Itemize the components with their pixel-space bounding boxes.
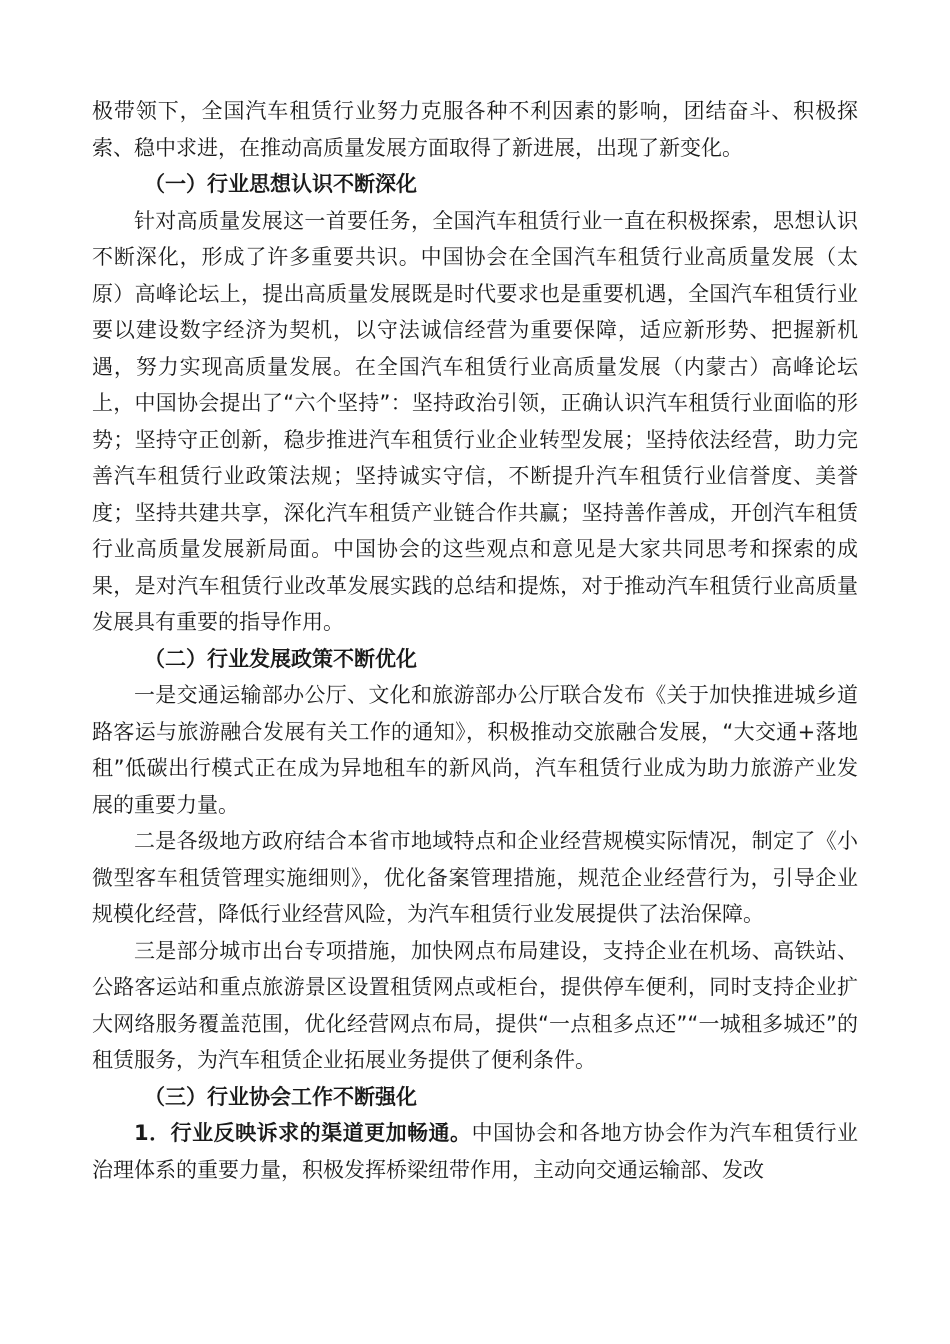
section-2-paragraph-3: 三是部分城市出台专项措施，加快网点布局建设，支持企业在机场、高铁站、公路客运站和重点旅游景区设置租赁网点或柜台，提供停车便利，同时支持企业扩大网络服务覆盖范围，优化经营网点布局，提供“一点租多点还”“一城租多城还”的租赁服务，为汽车租赁企业拓展业务提供了便利条件。 [92,938,858,1072]
item-1-body: 中国协会和各地方协会作为汽车租赁行业治理体系的重要力量，积极发挥桥梁纽带作用，主动向交通运输部、发改 [92,1121,858,1182]
section-heading-3: （三）行业协会工作不断强化 [144,1084,417,1109]
section-heading-1: （一）行业思想认识不断深化 [144,172,417,196]
section-heading-2: （二）行业发展政策不断优化 [144,646,417,671]
section-2-paragraph-1: 一是交通运输部办公厅、文化和旅游部办公厅联合发布《关于加快推进城乡道路客运与旅游融合发展有关工作的通知》，积极推动交旅融合发展，“大交通+落地租”低碳出行模式正在成为异地租车的新风尚，汽车租赁行业成为助力旅游产业发展的重要力量。 [92,683,858,817]
section-1-paragraph: 针对高质量发展这一首要任务，全国汽车租赁行业一直在积极探索，思想认识不断深化，形成了许多重要共识。中国协会在全国汽车租赁行业高质量发展（太原）高峰论坛上，提出高质量发展既是时代要求也是重要机遇，全国汽车租赁行业要以建设数字经济为契机，以守法诚信经营为重要保障，适应新形势、把握新机遇，努力实现高质量发展。在全国汽车租赁行业高质量发展（内蒙古）高峰论坛上，中国协会提出了“六个坚持”：坚持政治引领，正确认识汽车租赁行业面临的形势；坚持守正创新，稳步推进汽车租赁行业企业转型发展；坚持依法经营，助力完善汽车租赁行业政策法规；坚持诚实守信，不断提升汽车租赁行业信誉度、美誉度；坚持共建共享，深化汽车租赁产业链合作共赢；坚持善作善成，开创汽车租赁行业高质量发展新局面。中国协会的这些观点和意见是大家共同思考和探索的成果，是对汽车租赁行业改革发展实践的总结和提炼，对于推动汽车租赁行业高质量发展具有重要的指导作用。 [92,208,858,634]
section-3-item-1 [92,1115,858,1188]
item-1-lead: 1．行业反映诉求的渠道更加畅通。 [134,1121,472,1145]
section-2-paragraph-2: 二是各级地方政府结合本省市地域特点和企业经营规模实际情况，制定了《小微型客车租赁管理实施细则》，优化备案管理措施，规范企业经营行为，引导企业规模化经营，降低行业经营风险，为汽车租赁行业发展提供了法治保障。 [92,829,858,926]
intro-paragraph: 极带领下，全国汽车租赁行业努力克服各种不利因素的影响，团结奋斗、积极探索、稳中求进，在推动高质量发展方面取得了新进展，出现了新变化。 [92,99,858,160]
document-page [92,93,858,1188]
